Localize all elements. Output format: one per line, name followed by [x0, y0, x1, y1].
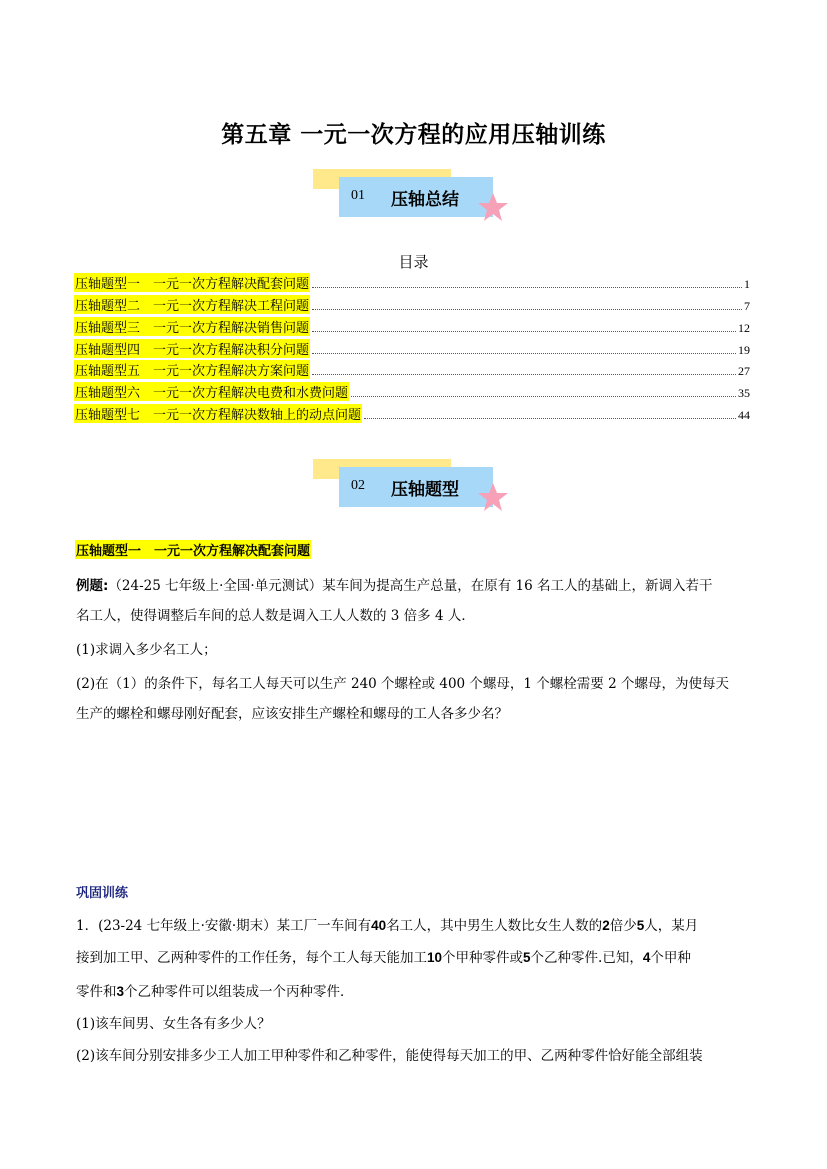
section-banner-summary	[313, 169, 513, 229]
toc-leader	[312, 374, 736, 375]
practice-problem-line-2: 接到加工甲、乙两种零件的工作任务，每个工人每天能加工10个甲种零件或5个乙种零件.已知，4个甲种	[76, 950, 691, 966]
toc-leader	[364, 418, 736, 419]
toc-item[interactable]	[74, 402, 750, 423]
toc-item[interactable]	[74, 380, 750, 401]
toc-item-label[interactable]: 压轴题型二 一元一次方程解决工程问题	[74, 295, 310, 314]
practice-problem-line-3: 零件和3个乙种零件可以组装成一个丙种零件．	[76, 984, 354, 1000]
example-line-1: 例题:（24-25 七年级上·全国·单元测试）某车间为提高生产总量，在原有 16 名工人的基础上，新调入若干	[76, 578, 713, 594]
toc-leader	[312, 309, 742, 310]
practice-question-1: (1)该车间男、女生各有多少人？	[76, 1016, 271, 1032]
toc-item[interactable]	[74, 358, 750, 379]
banner-number: 02	[351, 478, 365, 493]
star-icon	[476, 191, 510, 225]
practice-heading: 巩固训练	[76, 886, 129, 901]
banner-label: 压轴题型	[391, 480, 459, 500]
toc-page-number: 27	[738, 364, 750, 378]
page-title: 第五章 一元一次方程的应用压轴训练	[221, 122, 606, 148]
toc-page-number: 35	[738, 386, 750, 400]
toc-item-label[interactable]: 压轴题型四 一元一次方程解决积分问题	[74, 339, 310, 358]
toc-item-label[interactable]: 压轴题型七 一元一次方程解决数轴上的动点问题	[74, 404, 362, 423]
toc-item[interactable]	[74, 315, 750, 336]
section-banner-types	[313, 459, 513, 519]
toc-item-label[interactable]: 压轴题型六 一元一次方程解决电费和水费问题	[74, 382, 349, 401]
example-question-1: (1)求调入多少名工人；	[76, 642, 217, 658]
example-question-2: (2)在（1）的条件下，每名工人每天可以生产 240 个螺栓或 400 个螺母，1 个螺栓需要 2 个螺母，为使每天	[76, 676, 729, 692]
toc-page-number: 12	[738, 321, 750, 335]
toc-item-label[interactable]: 压轴题型三 一元一次方程解决销售问题	[74, 317, 310, 336]
star-icon	[476, 481, 510, 515]
practice-question-2: (2)该车间分别安排多少工人加工甲种零件和乙种零件，能使得每天加工的甲、乙两种零件恰好能全部组装	[76, 1048, 703, 1064]
toc-item-label[interactable]: 压轴题型一 一元一次方程解决配套问题	[74, 273, 310, 292]
toc-page-number: 7	[744, 299, 750, 313]
toc-item[interactable]	[74, 271, 750, 292]
example-label: 例题:	[76, 578, 109, 594]
toc-item[interactable]	[74, 293, 750, 314]
toc-leader	[312, 353, 736, 354]
banner-number: 01	[351, 188, 365, 203]
toc-item-label[interactable]: 压轴题型五 一元一次方程解决方案问题	[74, 360, 310, 379]
toc-leader	[312, 331, 736, 332]
example-question-2-cont: 生产的螺栓和螺母刚好配套，应该安排生产螺栓和螺母的工人各多少名？	[76, 706, 508, 722]
toc-heading: 目录	[398, 253, 429, 271]
toc-leader	[312, 287, 742, 288]
toc-page-number: 44	[738, 408, 750, 422]
practice-problem-line-1: 1．(23-24 七年级上·安徽·期末）某工厂一车间有40名工人，其中男生人数比女生人数的2倍少5人，某月	[76, 918, 699, 934]
toc-page-number: 1	[744, 277, 750, 291]
banner-label: 压轴总结	[391, 190, 459, 210]
toc-page-number: 19	[738, 343, 750, 357]
toc-leader	[351, 396, 736, 397]
section-title: 压轴题型一 一元一次方程解决配套问题	[75, 540, 311, 559]
toc-item[interactable]	[74, 337, 750, 358]
example-line-2: 名工人，使得调整后车间的总人数是调入工人人数的 3 倍多 4 人．	[76, 608, 475, 624]
